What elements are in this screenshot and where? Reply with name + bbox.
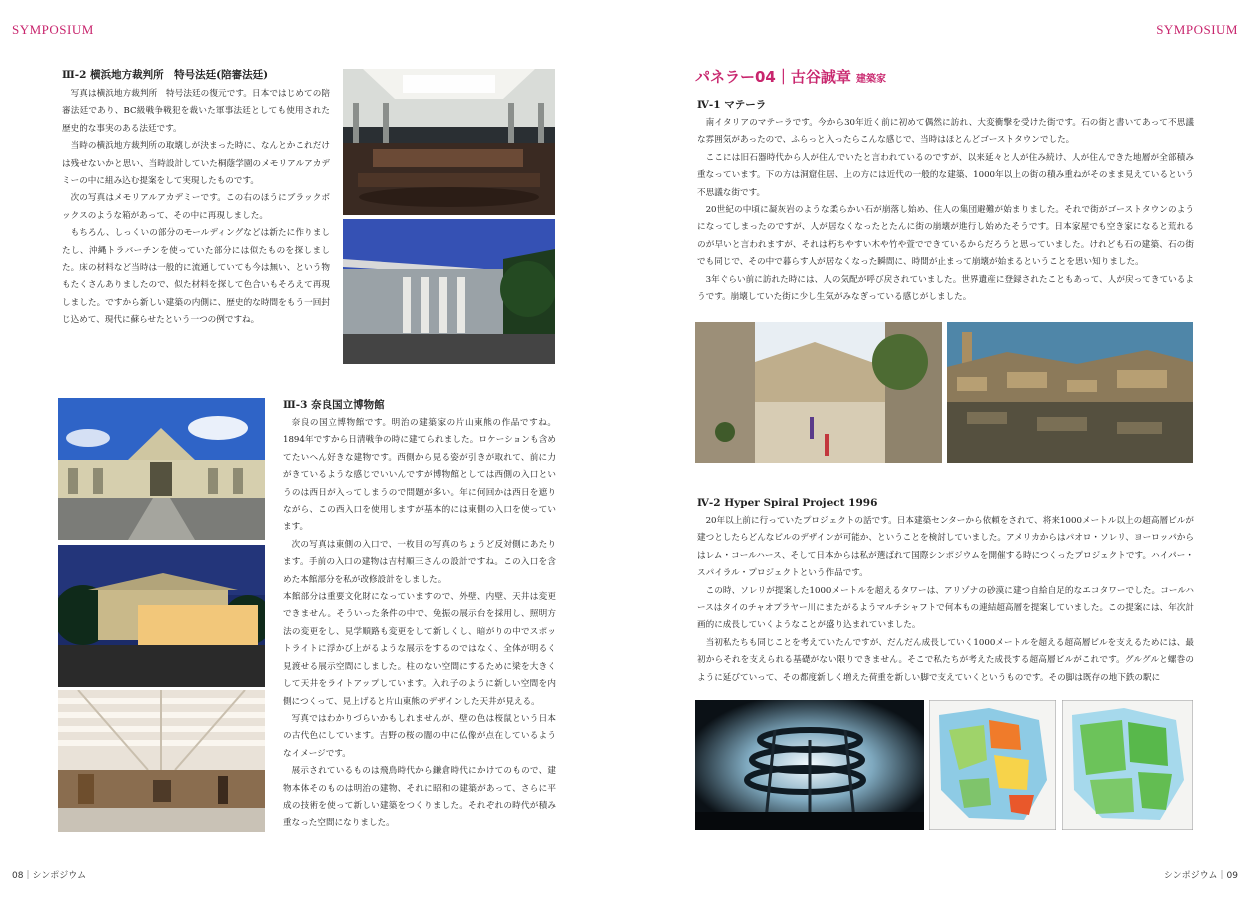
paragraph: 次の写真はメモリアルアカデミーです。この右のほうにブラックボックスのような箱があって、その中に再現しました。 bbox=[62, 193, 330, 221]
paragraph: ここには旧石器時代から人が住んでいたと言われているのですが、以来延々と人が住み続け、人が住んできた地層が全部積み重なっています。下の方は洞窟住居、上の方には近代の一般的な建築、1000年以上の街の積み重ねがそのまま見えているという不思議な街です。 bbox=[697, 152, 1194, 198]
paragraph: 20世紀の中頃に凝灰岩のような柔らかい石が崩落し始め、住人の集団避難が始まりました。それで街がゴーストタウンのようになってしまったのですが、人が居なくなったとたんに街の崩壊が進行し始めたそうです。日本家屋でも空き家になると荒れるのが早いと言われますが、それは朽ちやすい木や竹や萱でできているからだろうと思っていました。けれども石の建築、石の街でも同じで、その中で暮らす人が居なくなった瞬間に、時間が止まって崩壊が始まるということを思い知りました。 bbox=[697, 205, 1194, 268]
panelist-heading bbox=[695, 66, 886, 87]
nara-museum-east-photo bbox=[58, 545, 265, 687]
section-courtroom bbox=[62, 68, 330, 330]
hyper-spiral-render bbox=[695, 700, 924, 830]
paragraph: 写真は横浜地方裁判所 特号法廷の復元です。日本ではじめての陪審法廷であり、BC級戦争戦犯を裁いた軍事法廷としても使用された歴史的な事実のある法廷です。 bbox=[62, 89, 330, 134]
section-title: Ⅳ-1 マテーラ bbox=[697, 99, 767, 111]
folio-left: 08｜シンポジウム bbox=[12, 871, 87, 881]
section-hyper-spiral bbox=[697, 496, 1194, 687]
paragraph: 写真ではわかりづらいかもしれませんが、壁の色は桜鼠という日本の古代色にしています。吉野の桜の闇の中に仏像が点在しているようなイメージです。 bbox=[283, 713, 556, 759]
paragraph: 20年以上前に行っていたプロジェクトの話です。日本建築センターから依頼をされて、将来1000メートル以上の超高層ビルが建つとしたらどんなビルのデザインが可能か、ということを検討していました。アメリカからはパオロ・ソレリ、ヨーロッパからはレム・コールハース、そして日本からは私が選ばれて国際シンポジウムを開催する時につくったプロジェクトです。ハイパー・スパイラル・プロジェクトという作品です。 bbox=[697, 516, 1194, 579]
running-header-left: SYMPOSIUM bbox=[12, 22, 94, 37]
paragraph: 南イタリアのマテーラです。今から30年近く前に初めて偶然に訪れ、大変衝撃を受けた街です。石の街と書いてあって不思議な雰囲気があったので、ふらっと入ったらこんな感じで、当時はほとんどゴーストタウンでした。 bbox=[697, 118, 1194, 146]
paragraph: 展示されているものは飛鳥時代から鎌倉時代にかけてのもので、建物本体そのものは明治の建物、それに昭和の建築があって、さらに平成の技術を使って新しい建築をつくりました。それぞれの時代が積み重なった空間になりました。 bbox=[283, 766, 556, 829]
paragraph: 3年ぐらい前に訪れた時には、人の気配が呼び戻されていました。世界遺産に登録されたこともあって、人が戻ってきているようです。崩壊していた街に少し生気がみなぎっている感じがしました。 bbox=[697, 274, 1194, 303]
paragraph: 本館部分は重要文化財になっていますので、外壁、内壁、天井は変更できません。そういった条件の中で、免振の展示台を採用し、照明方法の変更をし、見学順路も変更をして新しくし、暗がりの中でスポットライトに浮かび上がるような展示をするのではなく、全体が明るく見渡せる展示空間にしました。柱のない空間にするために梁を大きくして天井をライトアップしています。入れ子のように新しい空間を内側につくって、見上げると片山東熊のデザインした天井が見える。 bbox=[283, 592, 556, 707]
paragraph: この時、ソレリが提案した1000メートルを超えるタワーは、アリゾナの砂漠に建つ自給自足的なエコタワーでした。コールハースはタイのチャオプラヤー川にまたがるようマルチシャフトで何本もの連結超高層を提案していました。この提案には、年次計画的に成長していくようなことが盛り込まれていました。 bbox=[697, 585, 1194, 631]
growth-map-green bbox=[1062, 700, 1193, 830]
section-title: Ⅲ-2 横浜地方裁判所 特号法廷(陪審法廷) bbox=[62, 69, 269, 81]
paragraph: 当初私たちも同じことを考えていたんですが、だんだん成長していく1000メートルを超える超高層ビルを支えるためには、最初からそれを支えられる基礎がない限りできません。そこで私たちが考えた成長する超高層ビルがこれです。グルグルと螺巻のように延びていって、その都度新しく増えた荷重を新しい脚で支えていくというものです。その脚は既存の地下鉄の駅に bbox=[697, 637, 1194, 683]
nara-museum-west-photo bbox=[58, 398, 265, 540]
panelist-role: 建築家 bbox=[855, 74, 886, 85]
section-nara-museum bbox=[283, 398, 556, 833]
folio-right: シンポジウム｜09 bbox=[1163, 871, 1238, 881]
nara-museum-interior-photo bbox=[58, 690, 265, 832]
section-title: Ⅲ-3 奈良国立博物館 bbox=[283, 399, 385, 411]
matera-street-photo bbox=[695, 322, 942, 463]
memorial-academy-photo bbox=[343, 219, 555, 364]
running-header-right: SYMPOSIUM bbox=[1156, 22, 1238, 37]
courtroom-photo bbox=[343, 69, 555, 215]
paragraph: 次の写真は東側の入口で、一枚目の写真のちょうど反対側にあたります。手前の入口の建物は吉村順三さんの設計ですね。この入口を含めた本館部分を私が改修設計をしました。 bbox=[283, 539, 556, 585]
paragraph: 奈良の国立博物館です。明治の建築家の片山東熊の作品ですね。1894年ですから日清戦争の時に建てられました。ロケーションも含めてたいへん好きな建物です。西側から見る姿が引きが取れて、前に力がきているような感じでいいんですが博物館としては西側の入口というのは西日が入ってしまうので問題が多い。年に何回かは西日を遮りながら、この西入口を使用しますが基本的には東側の入口を使っています。 bbox=[283, 418, 556, 533]
panelist-name: パネラー04｜古谷誠章 bbox=[695, 68, 851, 86]
section-title: Ⅳ-2 Hyper Spiral Project 1996 bbox=[697, 497, 878, 509]
matera-cityscape-photo bbox=[947, 322, 1193, 463]
paragraph: 当時の横浜地方裁判所の取壊しが決まった時に、なんとかこれだけは残せないかと思い、当時設計していた桐蔭学園のメモリアルアカデミーの中に組み込む提案をして実現したものです。 bbox=[62, 141, 330, 187]
section-matera bbox=[697, 98, 1194, 306]
growth-map-orange bbox=[929, 700, 1056, 830]
paragraph: もちろん、しっくいの部分のモールディングなどは新たに作りましたし、沖縄トラバーチンを使っていた部分には似たものを探しました。床の材料など当時は一般的に流通していても今は無い、という物もたくさんありましたので、似た材料を探して色合いもそろえて再現しました。ですから新しい建築の内側に、歴史的な時間をもう一回封じ込めて、現代に蘇らせたという一つの例ですね。 bbox=[62, 228, 330, 326]
